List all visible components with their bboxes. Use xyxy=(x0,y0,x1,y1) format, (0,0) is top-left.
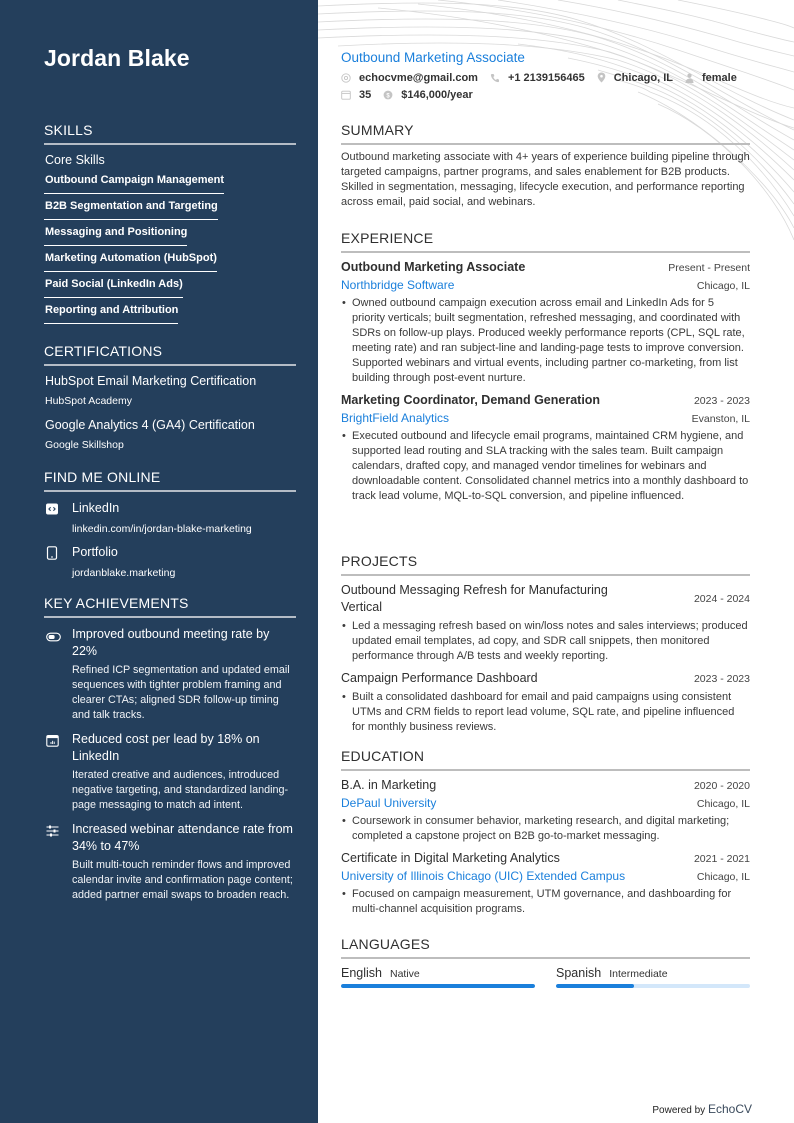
project-name: Campaign Performance Dashboard xyxy=(341,671,538,685)
main-content xyxy=(318,0,794,1123)
location-text: Chicago, IL xyxy=(613,71,673,84)
online-label: Portfolio xyxy=(72,545,118,559)
education-entry xyxy=(341,777,750,844)
online-link-linkedin[interactable] xyxy=(44,500,296,536)
contact-email[interactable] xyxy=(341,72,478,84)
find-me-online-section xyxy=(44,468,296,580)
tablet-icon xyxy=(44,544,72,580)
skill-item: Messaging and Positioning xyxy=(44,222,187,246)
experience-location: Evanston, IL xyxy=(691,413,750,425)
summary-heading: SUMMARY xyxy=(341,121,750,145)
person-icon xyxy=(685,73,694,83)
project-name: Outbound Messaging Refresh for Manufacturing Vertical xyxy=(341,583,608,614)
key-achievements-section xyxy=(44,594,296,903)
contact-age xyxy=(341,89,371,101)
language-level: Intermediate xyxy=(609,968,668,980)
online-link-portfolio[interactable] xyxy=(44,544,296,580)
achievement-item xyxy=(44,821,296,903)
online-label: LinkedIn xyxy=(72,501,120,515)
languages-heading: LANGUAGES xyxy=(341,935,750,959)
email-text: echocvme@gmail.com xyxy=(359,71,478,84)
find-me-online-heading: FIND ME ONLINE xyxy=(44,468,296,492)
certification-item xyxy=(44,417,296,452)
certification-item xyxy=(44,373,296,408)
svg-text:$: $ xyxy=(386,92,390,99)
brand-link[interactable]: EchoCV xyxy=(707,1102,752,1116)
experience-entry xyxy=(341,392,750,504)
phone-text: +1 2139156465 xyxy=(507,71,585,84)
contact-info xyxy=(341,69,761,103)
certification-name: HubSpot Email Marketing Certification xyxy=(45,374,257,388)
skills-section xyxy=(44,121,296,324)
experience-bullet: • Owned outbound campaign execution across email and LinkedIn Ads for 5 priority verticals; built segmentation, refreshed messaging, and coordinated with SDRs on follow-up plays. Produced weekly performance reports (CPL, SQL rate, meeting rate) and ran subject-line and landing-page tests to improve conversion. Supported webinars and virtual events, including partner co-marketing, from list building through post-event nurture. xyxy=(341,296,750,386)
certifications-heading: CERTIFICATIONS xyxy=(44,342,296,366)
achievement-title: Increased webinar attendance rate from 34% to 47% xyxy=(72,822,293,853)
age-text: 35 xyxy=(359,88,372,101)
experience-bullet: • Executed outbound and lifecycle email programs, maintained CRM hygiene, and supported lead routing and SLA tracking with the sales team. Built campaign calendars, drafted copy, and managed vendor timelines for webinars and downloadable content. Consolidated channel metrics into a monthly dashboard to track lead volume, MQL-to-SQL conversion, and pipeline influenced. xyxy=(341,429,750,504)
candidate-name: Jordan Blake xyxy=(44,45,190,71)
toggle-icon xyxy=(44,626,72,723)
projects-section xyxy=(341,552,750,735)
experience-entry xyxy=(341,259,750,386)
achievement-title: Reduced cost per lead by 18% on LinkedIn xyxy=(72,732,260,763)
education-location: Chicago, IL xyxy=(696,871,750,883)
education-dates: 2020 - 2020 xyxy=(693,780,750,792)
contact-gender xyxy=(685,72,737,84)
languages-section xyxy=(341,935,750,988)
sliders-icon xyxy=(44,821,72,903)
skill-item: Paid Social (LinkedIn Ads) xyxy=(44,274,183,298)
project-bullet: • Built a consolidated dashboard for email and paid campaigns using consistent UTMs and CRM fields to report lead volume, SQL rate, and pipeline influenced for monthly business reviews. xyxy=(341,690,750,735)
experience-heading: EXPERIENCE xyxy=(341,229,750,253)
coin-icon xyxy=(383,90,393,100)
language-proficiency-fill xyxy=(556,984,634,988)
experience-company: BrightField Analytics xyxy=(341,411,450,425)
summary-section xyxy=(341,121,750,210)
skill-item: Marketing Automation (HubSpot) xyxy=(44,248,217,272)
achievement-item xyxy=(44,626,296,723)
project-entry xyxy=(341,670,750,735)
phone-icon xyxy=(490,73,500,83)
education-section xyxy=(341,747,750,917)
language-item xyxy=(556,965,750,988)
achievement-description: Built multi-touch reminder flows and improved calendar invite and confirmation page content; added partner email swaps to broaden reach. xyxy=(72,859,293,901)
education-dates: 2021 - 2021 xyxy=(693,853,750,865)
key-achievements-heading: KEY ACHIEVEMENTS xyxy=(44,594,296,618)
language-proficiency-bar xyxy=(556,984,750,988)
project-entry xyxy=(341,582,750,664)
education-bullet: • Focused on campaign measurement, UTM governance, and dashboarding for multi-channel acquisition programs. xyxy=(341,887,750,917)
powered-by-label: Powered by xyxy=(652,1105,706,1116)
code-icon xyxy=(44,500,72,536)
experience-dates: 2023 - 2023 xyxy=(693,395,750,407)
contact-salary xyxy=(383,89,473,101)
project-dates: 2023 - 2023 xyxy=(693,672,750,685)
certification-org: HubSpot Academy xyxy=(45,395,132,407)
language-name: Spanish xyxy=(556,966,602,980)
experience-section xyxy=(341,229,750,504)
gender-text: female xyxy=(702,71,737,84)
education-bullet: • Coursework in consumer behavior, marketing research, and digital marketing; completed a capstone project on B2B go-to-market messaging. xyxy=(341,814,750,844)
language-proficiency-fill xyxy=(341,984,535,988)
projects-heading: PROJECTS xyxy=(341,552,750,576)
language-level: Native xyxy=(390,968,420,980)
certification-org: Google Skillshop xyxy=(45,439,124,451)
skill-item: Reporting and Attribution xyxy=(44,300,178,324)
sidebar xyxy=(0,0,318,1123)
education-location: Chicago, IL xyxy=(696,798,750,810)
skill-item: Outbound Campaign Management xyxy=(44,170,224,194)
resume-header xyxy=(341,49,761,103)
experience-location: Chicago, IL xyxy=(696,280,750,292)
education-entry xyxy=(341,850,750,917)
project-dates: 2024 - 2024 xyxy=(693,593,750,605)
online-url[interactable]: jordanblake.marketing xyxy=(72,567,176,579)
contact-phone[interactable] xyxy=(490,72,585,84)
skills-heading: SKILLS xyxy=(44,121,296,145)
achievement-description: Refined ICP segmentation and updated email sequences with tighter problem framing and clearer CTAs; aligned SDR follow-up timing and talk tracks. xyxy=(72,664,290,721)
education-school: University of Illinois Chicago (UIC) Extended Campus xyxy=(341,869,626,883)
experience-role: Outbound Marketing Associate xyxy=(341,260,526,274)
job-title: Outbound Marketing Associate xyxy=(341,50,525,65)
certification-name: Google Analytics 4 (GA4) Certification xyxy=(45,418,255,432)
skills-group-label: Core Skills xyxy=(45,153,105,167)
calendar-icon xyxy=(341,90,351,100)
powered-by-footer xyxy=(652,1102,752,1116)
location-pin-icon xyxy=(597,72,606,83)
achievement-item xyxy=(44,731,296,813)
language-name: English xyxy=(341,966,382,980)
language-item xyxy=(341,965,535,988)
summary-text: Outbound marketing associate with 4+ years of experience building pipeline through targeted campaigns, partner programs, and sales enablement for B2B products. Skilled in segmentation, messaging, lifecycle execution, and performance reporting across email, paid social, and webinars. xyxy=(341,151,750,208)
experience-dates: Present - Present xyxy=(668,262,750,274)
experience-role: Marketing Coordinator, Demand Generation xyxy=(341,393,601,407)
online-url[interactable]: linkedin.com/in/jordan-blake-marketing xyxy=(72,523,252,535)
education-school: DePaul University xyxy=(341,796,437,810)
certifications-section xyxy=(44,342,296,452)
project-bullet: • Led a messaging refresh based on win/loss notes and sales interviews; produced updated email templates, ad copy, and SDR call snippets, then monitored performance through A/B tests and weekly reporting. xyxy=(341,619,750,664)
education-degree: Certificate in Digital Marketing Analytics xyxy=(341,851,560,865)
experience-company: Northbridge Software xyxy=(341,278,455,292)
language-proficiency-bar xyxy=(341,984,535,988)
education-heading: EDUCATION xyxy=(341,747,750,771)
achievement-description: Iterated creative and audiences, introduced negative targeting, and standardized landing-page messaging to match ad intent. xyxy=(72,769,289,811)
education-degree: B.A. in Marketing xyxy=(341,778,437,792)
at-sign-icon xyxy=(341,73,351,83)
achievement-title: Improved outbound meeting rate by 22% xyxy=(72,627,270,658)
salary-text: $146,000/year xyxy=(401,88,473,101)
skill-item: B2B Segmentation and Targeting xyxy=(44,196,218,220)
calendar-chart-icon xyxy=(44,731,72,813)
contact-location xyxy=(597,72,673,84)
